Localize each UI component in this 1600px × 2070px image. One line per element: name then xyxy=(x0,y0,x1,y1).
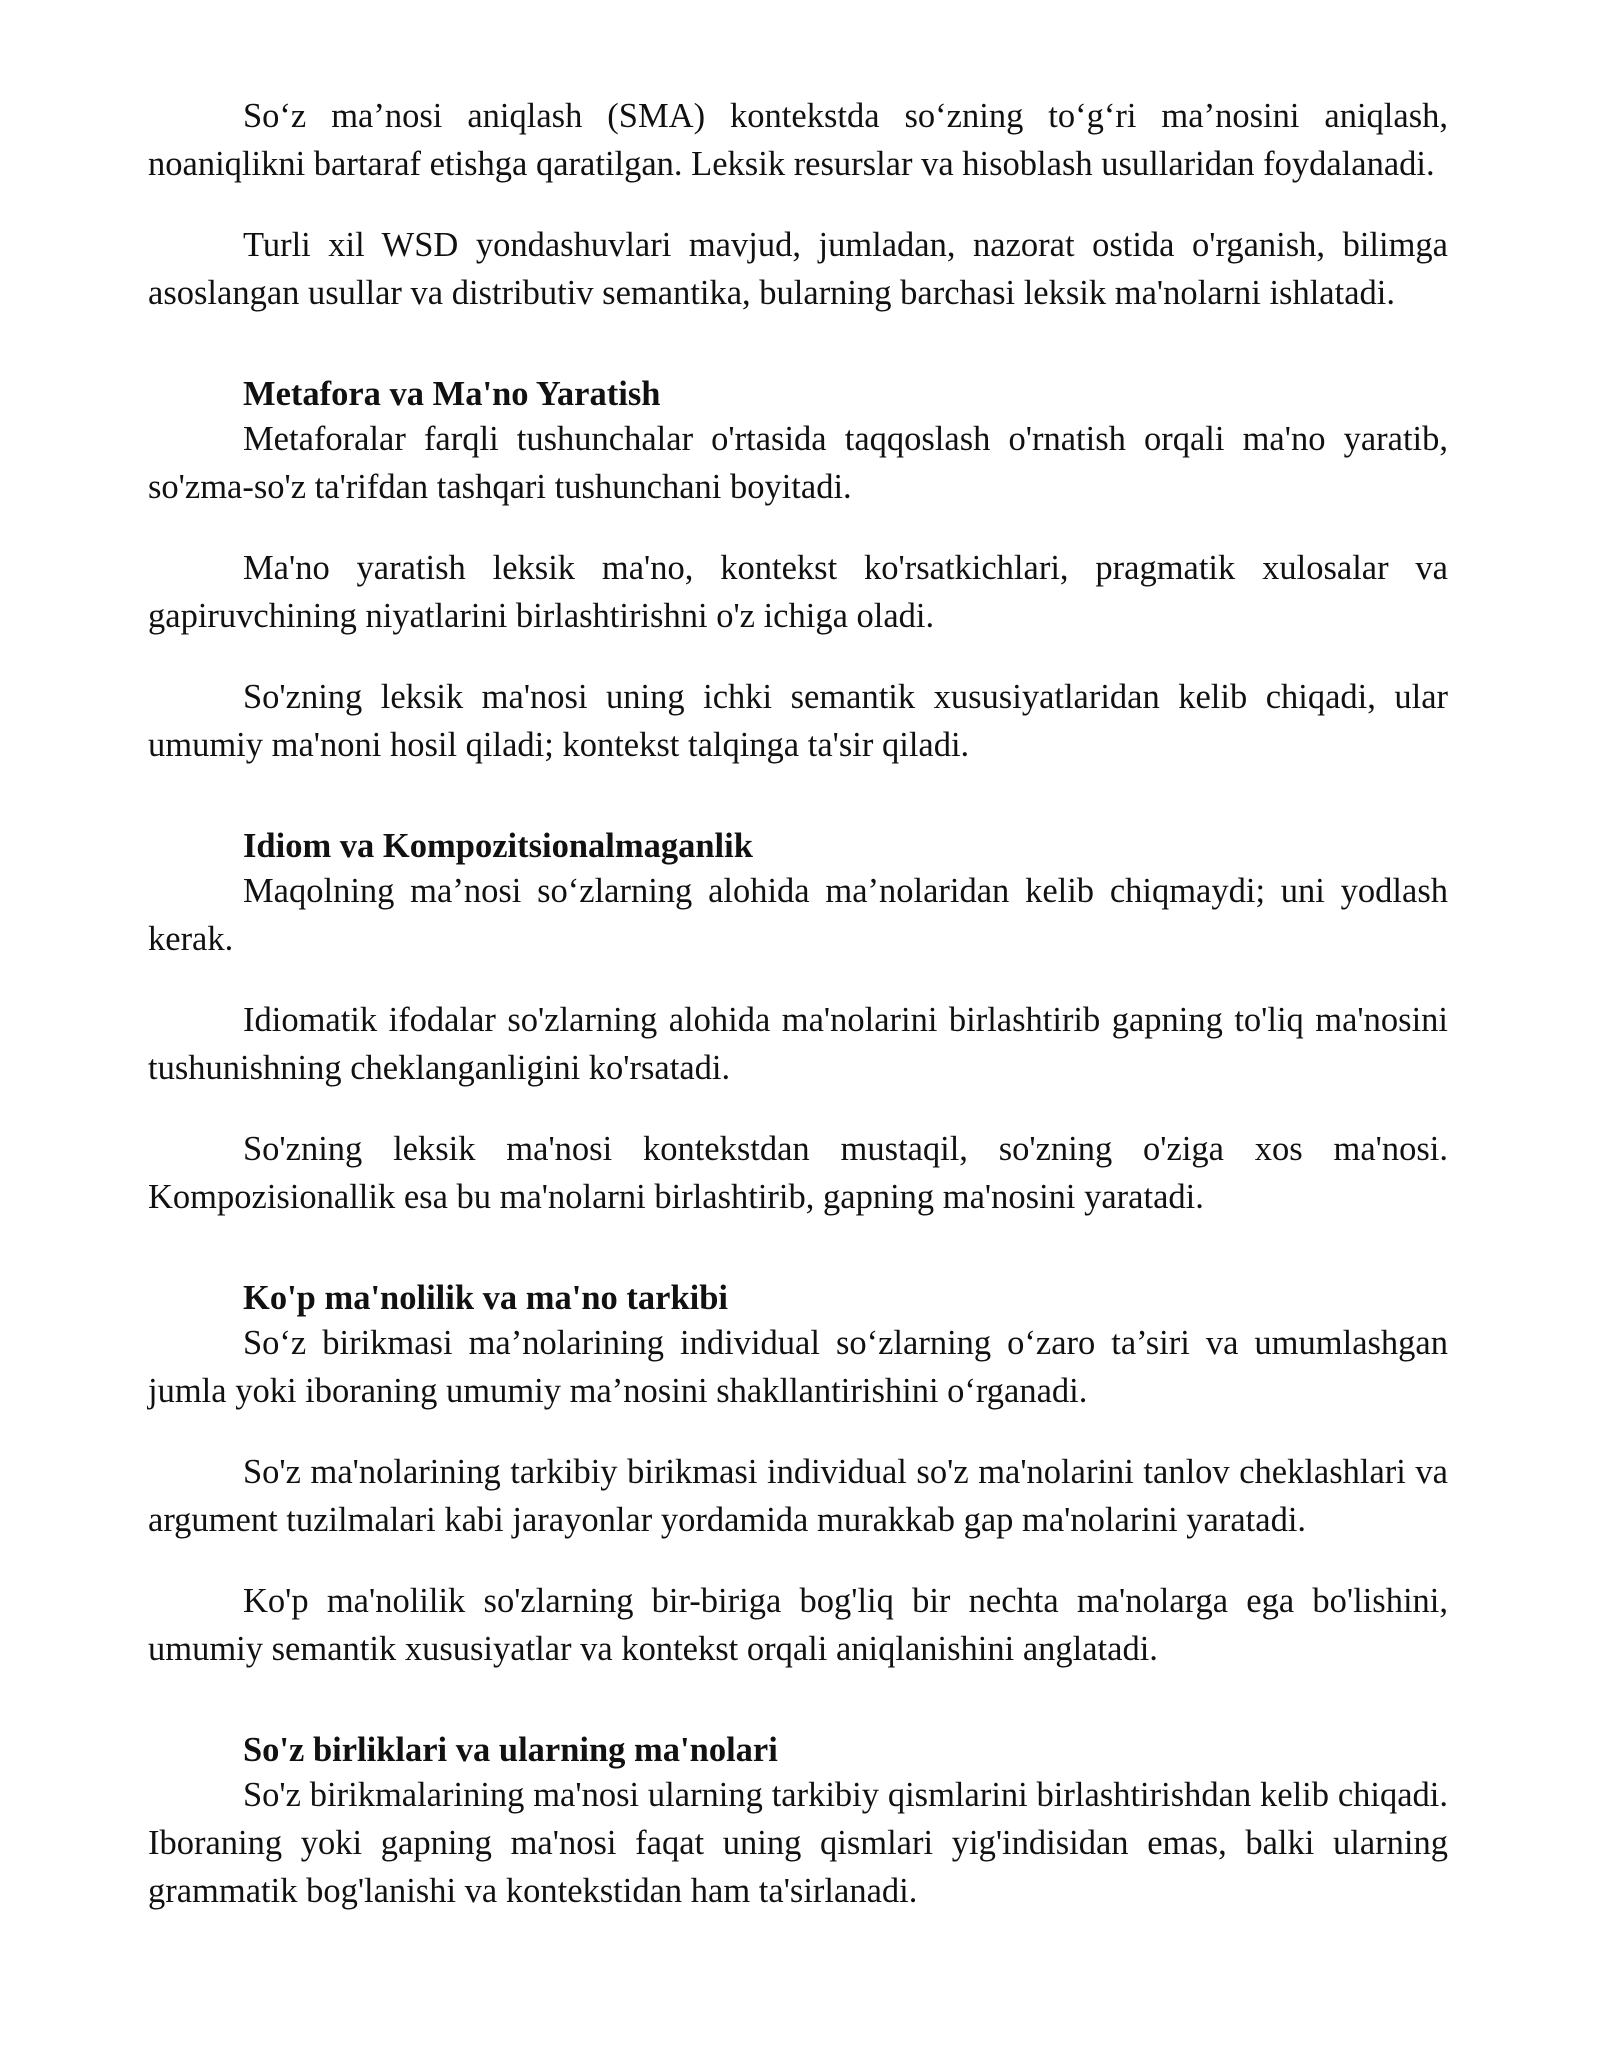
paragraph-compositional-combination: So'z ma'nolarining tarkibiy birikmasi individual so'z ma'nolarini tanlov cheklashlari va argument tuzilmalari kabi jarayonlar yordamida murakkab gap ma'nolarini yaratadi. xyxy=(148,1453,1448,1539)
document-page xyxy=(148,92,1448,1915)
heading-polysemy: Ko'p ma'nolilik va ma'no tarkibi xyxy=(243,1279,729,1317)
paragraph-wsd-definition: So‘z ma’nosi aniqlash (SMA) kontekstda so‘zning to‘g‘ri ma’nosini aniqlash, noaniqlikni bartaraf etishga qaratilgan. Leksik resurslar va hisoblash usullaridan foydalanadi. xyxy=(148,97,1448,183)
paragraph-word-combination: So‘z birikmasi ma’nolarining individual so‘zlarning o‘zaro ta’siri va umumlashgan jumla yoki iboraning umumiy ma’nosini shakllantirishini o‘rganadi. xyxy=(148,1324,1448,1410)
paragraph-compositionality: So'zning leksik ma'nosi kontekstdan mustaqil, so'zning o'ziga xos ma'nosi. Kompozisionallik esa bu ma'nolarni birlashtirib, gapning ma'nosini yaratadi. xyxy=(148,1130,1448,1216)
paragraph-word-units: So'z birikmalarining ma'nosi ularning tarkibiy qismlarini birlashtirishdan kelib chiqadi. Iboraning yoki gapning ma'nosi faqat uning qismlari yig'indisidan emas, balki ularning grammatik bog'lanishi va kontekstidan ham ta'sirlanadi. xyxy=(148,1776,1448,1910)
paragraph-polysemy: Ko'p ma'nolilik so'zlarning bir-biriga bog'liq bir nechta ma'nolarga ega bo'lishini, umumiy semantik xususiyatlar va kontekst orqali aniqlanishini anglatadi. xyxy=(148,1582,1448,1668)
paragraph-idiomatic: Idiomatik ifodalar so'zlarning alohida ma'nolarini birlashtirib gapning to'liq ma'nosini tushunishning cheklanganligini ko'rsatadi. xyxy=(148,1001,1448,1087)
paragraph-metaphor: Metaforalar farqli tushunchalar o'rtasida taqqoslash o'rnatish orqali ma'no yaratib, so'zma-so'z ta'rifdan tashqari tushunchani boyitadi. xyxy=(148,420,1448,506)
heading-metaphor: Metafora va Ma'no Yaratish xyxy=(243,375,661,413)
paragraph-proverb: Maqolning ma’nosi so‘zlarning alohida ma’nolaridan kelib chiqmaydi; uni yodlash kerak. xyxy=(148,872,1448,958)
paragraph-meaning-creation: Ma'no yaratish leksik ma'no, kontekst ko'rsatkichlari, pragmatik xulosalar va gapiruvchining niyatlarini birlashtirishni o'z ichiga oladi. xyxy=(148,549,1448,635)
paragraph-wsd-approaches: Turli xil WSD yondashuvlari mavjud, jumladan, nazorat ostida o'rganish, bilimga asoslangan usullar va distributiv semantika, bularning barchasi leksik ma'nolarni ishlatadi. xyxy=(148,226,1448,312)
heading-idiom: Idiom va Kompozitsionalmaganlik xyxy=(243,827,753,865)
paragraph-lexical-meaning: So'zning leksik ma'nosi uning ichki semantik xususiyatlaridan kelib chiqadi, ular umumiy ma'noni hosil qiladi; kontekst talqinga ta'sir qiladi. xyxy=(148,678,1448,764)
heading-word-units: So'z birliklari va ularning ma'nolari xyxy=(243,1731,778,1769)
